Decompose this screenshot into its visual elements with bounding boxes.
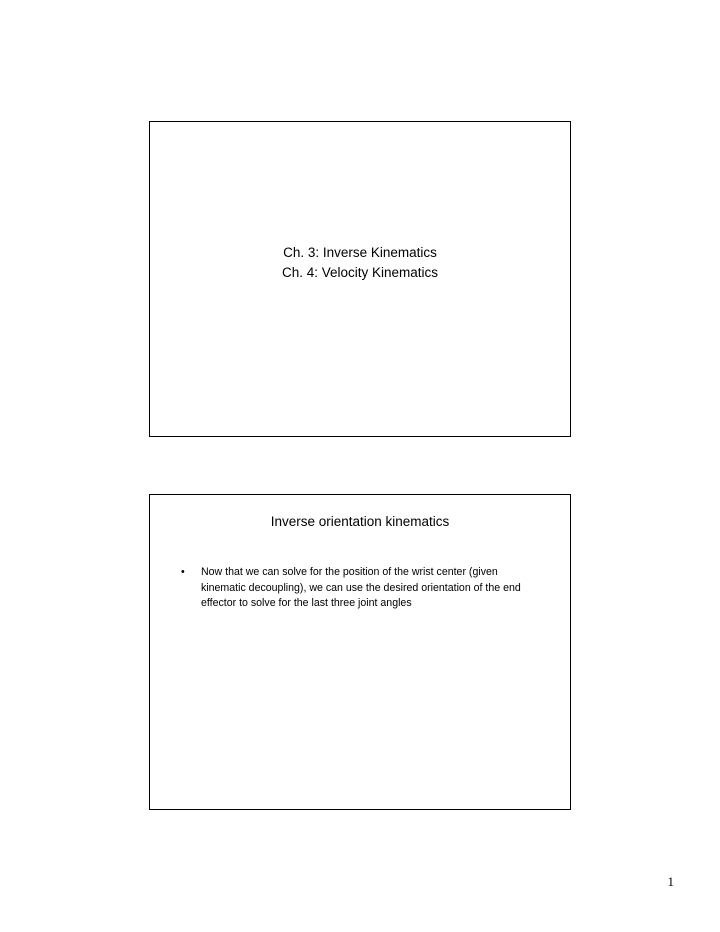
bullet-icon: • [181, 566, 185, 578]
slide-2-heading: Inverse orientation kinematics [270, 514, 450, 529]
page-number: 1 [667, 874, 674, 889]
title-line-1: Ch. 3: Inverse Kinematics [283, 245, 437, 260]
slide-2 [149, 494, 571, 810]
slide-1-title [150, 243, 570, 283]
title-line-2: Ch. 4: Velocity Kinematics [281, 265, 439, 280]
bullet-list [181, 565, 534, 612]
list-item [181, 565, 534, 612]
bullet-text: Now that we can solve for the position of the wrist center (given kinematic decoupling), we can use the desired orientation of the end effector to solve for the last three joint angles [201, 566, 521, 609]
slide-1 [149, 121, 571, 437]
